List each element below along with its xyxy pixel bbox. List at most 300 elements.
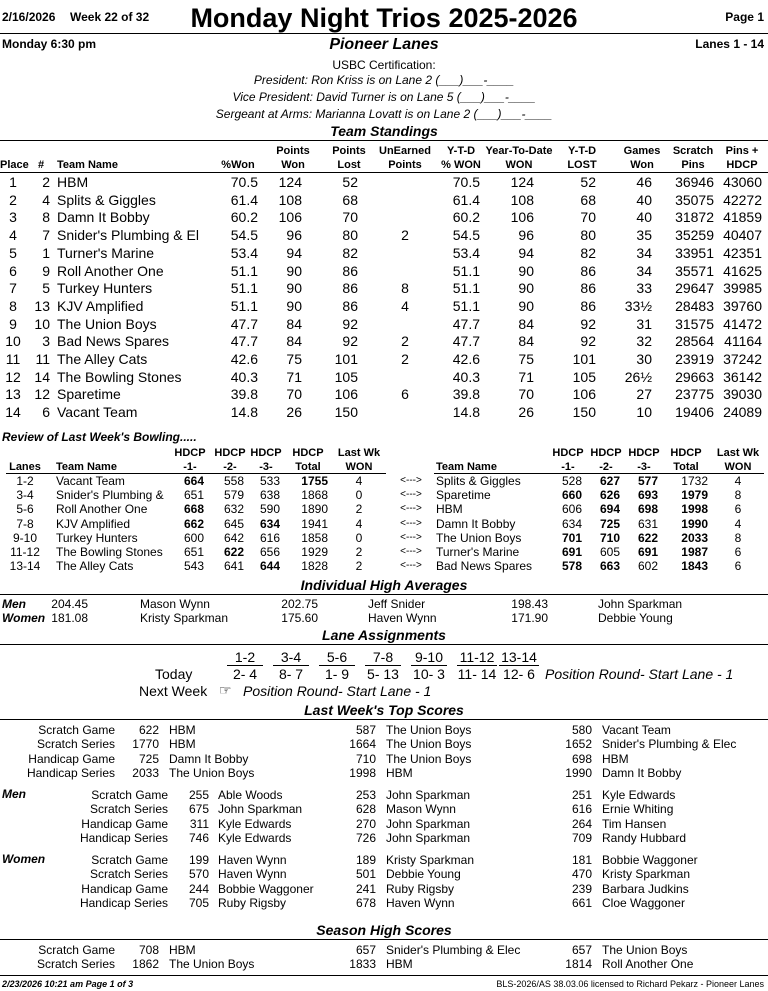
- review-b-g3: 602: [637, 559, 658, 574]
- standings-games-won: 30: [636, 351, 652, 367]
- col-pct-won: %Won: [221, 159, 255, 171]
- standings-team-number: 14: [34, 368, 50, 385]
- standings-place: 3: [9, 209, 17, 226]
- review-b-g2: 725: [599, 516, 620, 531]
- standings-team-number: 2: [42, 174, 50, 190]
- standings-ytd-won: 71: [518, 368, 534, 385]
- review-a-g3: 634: [259, 516, 280, 531]
- standings-ytd-pct: 53.4: [452, 244, 480, 261]
- review-b-g2: 605: [599, 545, 620, 559]
- standings-games-won: 10: [636, 404, 652, 421]
- col-team: Team Name: [57, 159, 118, 171]
- score-name: Snider's Plumbing & Elec: [386, 943, 521, 957]
- score-name: The Union Boys: [169, 957, 255, 972]
- review-a-won: 2: [355, 502, 363, 517]
- review-row: [0, 559, 768, 573]
- standings-team-number: 7: [42, 227, 50, 244]
- review-b-total: 1987: [681, 545, 708, 559]
- review-a-g3: 616: [259, 530, 280, 545]
- score-name: Mason Wynn: [386, 802, 456, 817]
- score-name: John Sparkman: [386, 816, 471, 831]
- score-value: 622: [138, 723, 159, 737]
- review-b-g2: 663: [599, 559, 620, 574]
- score-value: 1990: [565, 766, 592, 781]
- top-scores-title: Last Week's Top Scores: [304, 702, 464, 718]
- score-category: Handicap Series: [79, 896, 168, 911]
- standings-pins-hdcp: 36142: [723, 368, 762, 385]
- standings-scratch-pins: 35259: [675, 227, 714, 244]
- score-value: 181: [571, 853, 592, 867]
- page-number: Page 1: [725, 10, 764, 24]
- standings-pct-won: 14.8: [230, 404, 258, 421]
- score-name: Bobbie Waggoner: [602, 853, 698, 867]
- top-scores-women-label: Women: [2, 852, 46, 866]
- standings-points-lost: 86: [342, 262, 358, 279]
- standings-points-lost: 86: [342, 280, 358, 297]
- col-ytd-lost-2: LOST: [567, 159, 597, 171]
- standings-team-name: HBM: [57, 174, 89, 190]
- standings-place: 13: [5, 386, 21, 403]
- review-row: [0, 488, 768, 502]
- standings-pins-hdcp: 42351: [723, 244, 762, 261]
- score-name: Haven Wynn: [218, 853, 287, 867]
- standings-row: [0, 245, 768, 263]
- standings-points-lost: 101: [334, 351, 358, 367]
- score-value: 1770: [132, 737, 159, 752]
- score-name: John Sparkman: [386, 831, 471, 846]
- score-name: The Union Boys: [169, 766, 255, 781]
- review-b-won: 8: [734, 488, 742, 503]
- score-value: 189: [355, 853, 376, 867]
- officer-vice-president: Vice President: David Turner is on Lane 5 (___)___-____: [232, 90, 536, 104]
- col-unearned-2: Points: [388, 159, 422, 171]
- score-name: Barbara Judkins: [602, 881, 689, 896]
- standings-points-won: 90: [286, 280, 302, 297]
- standings-team-number: 13: [34, 297, 50, 314]
- review-b-won: 6: [734, 559, 742, 574]
- day-time: Monday 6:30 pm: [2, 37, 97, 51]
- standings-pins-hdcp: 41472: [723, 315, 762, 332]
- averages-women-label: Women: [2, 611, 46, 625]
- standings-scratch-pins: 28483: [675, 297, 714, 314]
- score-category: Scratch Game: [91, 853, 168, 867]
- score-value: 705: [188, 896, 209, 911]
- score-name: Debbie Young: [386, 867, 461, 882]
- standings-scratch-pins: 36946: [675, 174, 714, 190]
- standings-unearned: 4: [401, 297, 409, 314]
- review-team-b: Damn It Bobby: [436, 516, 516, 531]
- standings-games-won: 27: [636, 386, 652, 403]
- standings-unearned: 2: [401, 333, 409, 350]
- lane-assignment-today: 12- 6: [503, 666, 535, 682]
- standings-place: 4: [9, 227, 17, 244]
- standings-points-lost: 80: [342, 227, 358, 244]
- standings-games-won: 46: [636, 174, 652, 190]
- score-category: Handicap Game: [28, 751, 115, 766]
- standings-ytd-pct: 60.2: [452, 209, 480, 226]
- standings-ytd-won: 90: [518, 297, 534, 314]
- standings-team-name: Turkey Hunters: [57, 280, 153, 297]
- score-category: Scratch Series: [89, 802, 168, 817]
- standings-ytd-won: 75: [518, 351, 534, 367]
- review-row: [0, 474, 768, 488]
- standings-team-number: 6: [42, 404, 50, 421]
- review-a-total: 1868: [301, 488, 328, 503]
- review-a-g2: 641: [223, 559, 244, 574]
- col-points-won-1: Points: [276, 145, 310, 157]
- standings-unearned: 8: [401, 280, 409, 297]
- review-b-g2: 710: [599, 530, 620, 545]
- standings-points-won: 84: [286, 315, 302, 332]
- standings-team-name: Roll Another One: [57, 262, 164, 279]
- review-b-g3: 693: [637, 488, 658, 503]
- next-week-label: Next Week: [139, 683, 208, 699]
- review-col-g1-a-1: HDCP: [174, 447, 206, 459]
- col-games-won-2: Won: [630, 159, 654, 171]
- score-name: The Union Boys: [386, 723, 472, 737]
- review-a-g2: 642: [223, 530, 244, 545]
- standings-pins-hdcp: 39030: [723, 386, 762, 403]
- review-col-g3-a-2: -3-: [259, 461, 273, 473]
- score-value: 678: [355, 896, 376, 911]
- review-b-won: 4: [734, 474, 742, 488]
- review-col-g1-b-1: HDCP: [552, 447, 584, 459]
- lane-pair-header: 3-4: [273, 649, 309, 666]
- col-points-lost-2: Lost: [337, 159, 361, 171]
- review-b-g2: 627: [599, 474, 620, 488]
- score-value: 587: [355, 723, 376, 737]
- review-a-g1: 543: [183, 559, 204, 574]
- score-category: Handicap Game: [81, 816, 168, 831]
- review-b-won: 4: [734, 516, 742, 531]
- review-lanes: 13-14: [9, 559, 41, 574]
- col-points-won-2: Won: [281, 159, 305, 171]
- standings-row: [0, 227, 768, 245]
- review-title: Review of Last Week's Bowling.....: [2, 430, 197, 444]
- score-value: 501: [355, 867, 376, 882]
- score-name: Damn It Bobby: [169, 751, 249, 766]
- standings-pct-won: 60.2: [230, 209, 258, 226]
- review-a-won: 4: [355, 474, 363, 488]
- lane-assignment-today: 8- 7: [278, 666, 304, 682]
- review-row: [0, 531, 768, 545]
- standings-row: [0, 316, 768, 334]
- standings-team-number: 12: [34, 386, 50, 403]
- review-a-g1: 651: [183, 488, 204, 503]
- score-name: Randy Hubbard: [602, 831, 687, 846]
- col-pins-hdcp-1: Pins +: [725, 145, 759, 157]
- standings-ytd-pct: 61.4: [452, 191, 480, 208]
- score-value: 2033: [132, 766, 159, 781]
- review-b-g1: 660: [561, 488, 582, 503]
- bowler-name: Kristy Sparkman: [140, 611, 229, 625]
- review-team-b: Splits & Giggles: [436, 474, 521, 488]
- standings-team-name: The Union Boys: [57, 315, 157, 332]
- usbc-cert: USBC Certification:: [332, 58, 436, 72]
- standings-pins-hdcp: 39760: [723, 297, 762, 314]
- bowler-name: Debbie Young: [598, 611, 673, 625]
- standings-unearned: 2: [401, 351, 409, 367]
- review-lanes: 7-8: [16, 516, 34, 531]
- standings-pins-hdcp: 40407: [723, 227, 762, 244]
- standings-points-won: 90: [286, 262, 302, 279]
- officer-sergeant: Sergeant at Arms: Marianna Lovatt is on Lane 2 (___)___-____: [215, 107, 553, 121]
- col-scratch-pins-1: Scratch: [672, 145, 714, 157]
- standings-scratch-pins: 33951: [675, 244, 714, 261]
- standings-points-won: 84: [286, 333, 302, 350]
- standings-ytd-won: 94: [518, 244, 534, 261]
- review-a-total: 1941: [301, 516, 328, 531]
- score-value: 244: [188, 881, 209, 896]
- standings-games-won: 40: [636, 191, 652, 208]
- arrow-icon: <--->: [400, 503, 422, 515]
- review-b-g3: 698: [637, 502, 658, 517]
- lane-assignment-today: 1- 9: [324, 666, 350, 682]
- score-name: Roll Another One: [602, 957, 694, 972]
- standings-ytd-lost: 70: [580, 209, 596, 226]
- bowler-name: Haven Wynn: [368, 611, 437, 625]
- col-ytd-pct-2: % WON: [441, 159, 481, 171]
- standings-scratch-pins: 35075: [675, 191, 714, 208]
- standings-row: [0, 404, 768, 422]
- standings-place: 9: [9, 315, 17, 332]
- standings-team-number: 11: [35, 351, 50, 367]
- standings-pct-won: 51.1: [230, 297, 258, 314]
- lane-assignment-today: 5- 13: [367, 666, 399, 682]
- standings-pins-hdcp: 41164: [724, 333, 762, 350]
- standings-ytd-lost: 92: [580, 333, 596, 350]
- score-value: 1652: [565, 737, 592, 752]
- review-lanes: 11-12: [10, 545, 40, 559]
- standings-place: 14: [5, 404, 21, 421]
- standings-ytd-won: 70: [518, 386, 534, 403]
- review-a-g3: 644: [259, 559, 280, 574]
- review-a-g2: 558: [223, 474, 244, 488]
- week-label: Week 22 of 32: [70, 10, 150, 24]
- average-value: 175.60: [281, 611, 318, 625]
- standings-place: 6: [9, 262, 17, 279]
- score-name: Kristy Sparkman: [602, 867, 691, 882]
- standings-points-won: 96: [286, 227, 302, 244]
- score-name: Ruby Rigsby: [386, 881, 455, 896]
- standings-pct-won: 51.1: [230, 280, 258, 297]
- standings-ytd-won: 96: [518, 227, 534, 244]
- standings-points-won: 70: [286, 386, 302, 403]
- score-value: 264: [571, 816, 592, 831]
- score-category: Scratch Game: [91, 788, 168, 802]
- col-number: #: [37, 159, 45, 171]
- standings-pct-won: 61.4: [230, 191, 258, 208]
- score-name: Haven Wynn: [386, 896, 455, 911]
- standings-ytd-lost: 52: [580, 174, 596, 190]
- score-category: Scratch Game: [38, 943, 115, 957]
- standings-games-won: 33½: [624, 297, 652, 314]
- footer-print-info: 2/23/2026 10:21 am Page 1 of 3: [2, 979, 134, 989]
- score-value: 657: [571, 943, 592, 957]
- standings-ytd-lost: 105: [572, 368, 596, 385]
- standings-ytd-won: 84: [518, 333, 534, 350]
- standings-points-won: 90: [286, 297, 302, 314]
- today-note: Position Round- Start Lane - 1: [545, 666, 734, 682]
- score-value: 628: [355, 802, 376, 817]
- standings-place: 12: [5, 368, 21, 385]
- review-a-won: 2: [355, 545, 363, 559]
- score-name: Damn It Bobby: [602, 766, 682, 781]
- standings-games-won: 34: [636, 244, 652, 261]
- review-team-a: The Bowling Stones: [56, 545, 163, 559]
- review-col-g3-b-2: -3-: [637, 461, 651, 473]
- score-value: 746: [188, 831, 209, 846]
- standings-scratch-pins: 35571: [675, 262, 714, 279]
- score-name: John Sparkman: [218, 802, 303, 817]
- review-a-total: 1890: [301, 502, 328, 517]
- score-name: HBM: [602, 751, 629, 766]
- standings-pct-won: 70.5: [230, 174, 258, 190]
- review-b-won: 8: [734, 530, 742, 545]
- col-scratch-pins-2: Pins: [681, 159, 705, 171]
- review-col-g2-a-2: -2-: [223, 461, 237, 473]
- review-team-a: KJV Amplified: [56, 516, 131, 531]
- col-ytd-lost-1: Y-T-D: [567, 145, 597, 157]
- review-a-won: 0: [355, 530, 363, 545]
- review-col-lanes: Lanes: [9, 461, 41, 473]
- standings-games-won: 26½: [624, 368, 652, 385]
- score-value: 710: [355, 751, 376, 766]
- score-category: Scratch Series: [36, 737, 115, 752]
- standings-points-won: 94: [286, 244, 302, 261]
- review-lanes: 9-10: [12, 530, 38, 545]
- review-a-total: 1858: [301, 530, 328, 545]
- review-b-total: 1990: [681, 516, 708, 531]
- col-place: Place: [0, 159, 29, 171]
- score-value: 1664: [349, 737, 376, 752]
- standings-team-name: The Alley Cats: [57, 351, 148, 367]
- lane-assignment-today: 11- 14: [457, 666, 497, 682]
- standings-row: [0, 174, 768, 192]
- standings-team-number: 4: [42, 191, 50, 208]
- lane-pair-header: 5-6: [319, 649, 355, 666]
- score-category: Scratch Series: [89, 867, 168, 882]
- arrow-icon: <--->: [400, 517, 422, 529]
- standings-row: [0, 333, 768, 351]
- score-name: Haven Wynn: [218, 867, 287, 882]
- standings-ytd-lost: 86: [580, 280, 596, 297]
- standings-ytd-lost: 150: [572, 404, 596, 421]
- score-name: Bobbie Waggoner: [218, 881, 314, 896]
- review-a-g3: 590: [259, 502, 280, 517]
- standings-scratch-pins: 28564: [675, 333, 714, 350]
- review-col-team-b: Team Name: [436, 461, 497, 473]
- standings-team-name: Snider's Plumbing & El: [57, 227, 199, 244]
- standings-pct-won: 51.1: [230, 262, 258, 279]
- review-b-total: 1979: [681, 488, 708, 503]
- review-team-a: Turkey Hunters: [56, 530, 138, 545]
- review-b-g1: 578: [561, 559, 582, 574]
- score-value: 270: [355, 816, 376, 831]
- standings-games-won: 35: [636, 227, 652, 244]
- standings-games-won: 31: [636, 315, 652, 332]
- review-col-total-b-1: HDCP: [670, 447, 702, 459]
- review-team-a: Snider's Plumbing &: [56, 488, 164, 503]
- arrow-icon: <--->: [400, 531, 422, 543]
- standings-points-won: 106: [278, 209, 302, 226]
- standings-points-won: 75: [286, 351, 302, 367]
- score-name: Tim Hansen: [602, 816, 667, 831]
- page-title: Monday Night Trios 2025-2026: [190, 3, 578, 33]
- review-col-total-a-2: Total: [295, 461, 321, 473]
- standings-ytd-pct: 47.7: [452, 333, 480, 350]
- standings-ytd-won: 90: [518, 262, 534, 279]
- average-value: 202.75: [281, 597, 318, 611]
- review-team-a: Vacant Team: [56, 474, 125, 488]
- review-col-g2-b-1: HDCP: [590, 447, 622, 459]
- review-a-g1: 662: [183, 516, 204, 531]
- standings-scratch-pins: 23919: [675, 351, 714, 367]
- score-value: 199: [188, 853, 209, 867]
- standings-row: [0, 192, 768, 210]
- standings-points-lost: 106: [334, 386, 358, 403]
- standings-ytd-lost: 86: [580, 262, 596, 279]
- standings-games-won: 33: [636, 280, 652, 297]
- officer-president: President: Ron Kriss is on Lane 2 (___)___-____: [253, 73, 515, 87]
- standings-scratch-pins: 29647: [675, 280, 714, 297]
- col-games-won-1: Games: [623, 145, 661, 157]
- review-b-g3: 577: [637, 474, 658, 488]
- score-value: 253: [355, 788, 376, 802]
- standings-ytd-lost: 80: [580, 227, 596, 244]
- score-name: Able Woods: [218, 788, 283, 802]
- review-lanes: 1-2: [16, 474, 34, 488]
- score-name: HBM: [169, 943, 196, 957]
- arrow-icon: <--->: [400, 560, 422, 572]
- review-b-total: 1998: [681, 502, 708, 517]
- arrow-icon: <--->: [400, 546, 422, 557]
- review-b-g1: 691: [561, 545, 582, 559]
- standings-team-number: 3: [42, 333, 50, 350]
- standings-team-name: Vacant Team: [57, 404, 138, 421]
- standings-pct-won: 40.3: [230, 368, 258, 385]
- averages-men-label: Men: [2, 597, 26, 611]
- review-lanes: 5-6: [16, 502, 34, 517]
- score-value: 1998: [349, 766, 376, 781]
- score-name: Cloe Waggoner: [602, 896, 685, 911]
- standings-ytd-won: 106: [510, 209, 534, 226]
- standings-unearned: 6: [401, 386, 409, 403]
- review-b-g2: 626: [599, 488, 620, 503]
- standings-place: 2: [9, 191, 17, 208]
- standings-team-name: Splits & Giggles: [57, 191, 156, 208]
- standings-pct-won: 54.5: [230, 227, 258, 244]
- standings-ytd-won: 124: [510, 174, 534, 190]
- standings-pins-hdcp: 42272: [723, 191, 762, 208]
- standings-pins-hdcp: 39985: [723, 280, 762, 297]
- standings-team-number: 5: [42, 280, 50, 297]
- lane-pair-header: 9-10: [411, 649, 447, 666]
- review-lanes: 3-4: [16, 488, 34, 503]
- review-a-won: 2: [355, 559, 363, 574]
- score-value: 1862: [132, 957, 159, 972]
- pointing-hand-icon: ☞: [219, 682, 232, 698]
- score-value: 311: [189, 816, 209, 831]
- review-team-b: Turner's Marine: [436, 545, 520, 559]
- review-col-g2-a-1: HDCP: [214, 447, 246, 459]
- score-value: 251: [571, 788, 592, 802]
- standings-points-lost: 150: [334, 404, 358, 421]
- review-b-g1: 528: [561, 474, 582, 488]
- score-value: 570: [188, 867, 209, 882]
- score-category: Handicap Game: [81, 881, 168, 896]
- review-a-g2: 645: [223, 516, 244, 531]
